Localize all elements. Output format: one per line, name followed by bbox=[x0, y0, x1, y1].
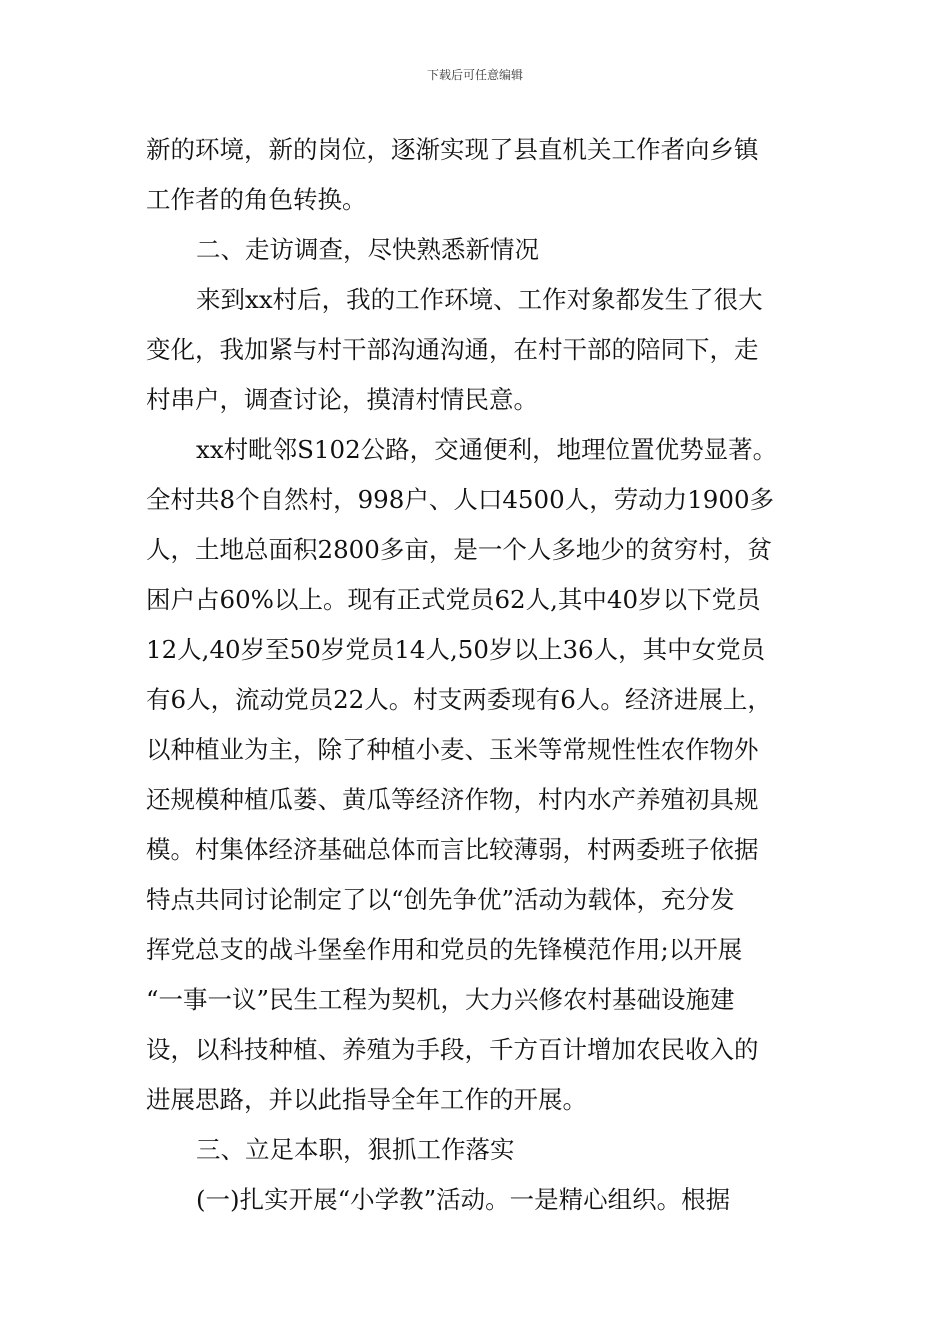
section-heading: 二、走访调查，尽快熟悉新情况 bbox=[196, 235, 539, 264]
text-line: 以种植业为主，除了种植小麦、玉米等常规性性农作物外 bbox=[146, 735, 759, 764]
text-line: 新的环境，新的岗位，逐渐实现了县直机关工作者向乡镇 bbox=[146, 135, 759, 164]
text-line: 工作者的角色转换。 bbox=[146, 185, 367, 214]
text-line: 模。村集体经济基础总体而言比较薄弱，村两委班子依据 bbox=[146, 835, 759, 864]
text-line: xx村毗邻S102公路，交通便利，地理位置优势显著。 bbox=[196, 435, 778, 464]
text-line: “一事一议”民生工程为契机，大力兴修农村基础设施建 bbox=[146, 985, 735, 1014]
text-line: 挥党总支的战斗堡垒作用和党员的先锋模范作用;以开展 bbox=[146, 935, 743, 964]
text-line: 有6人，流动党员22人。村支两委现有6人。经济进展上， bbox=[146, 685, 772, 714]
text-line: 困户占60%以上。现有正式党员62人,其中40岁以下党员 bbox=[146, 585, 761, 614]
text-line: (一)扎实开展“小学教”活动。一是精心组织。根据 bbox=[196, 1185, 731, 1214]
text-line: 12人,40岁至50岁党员14人,50岁以上36人，其中女党员 bbox=[146, 635, 766, 664]
text-line: 村串户，调查讨论，摸清村情民意。 bbox=[146, 385, 538, 414]
page-header: 下载后可任意编辑 bbox=[426, 68, 523, 82]
text-line: 全村共8个自然村，998户、人口4500人，劳动力1900多 bbox=[146, 485, 775, 514]
text-line: 进展思路，并以此指导全年工作的开展。 bbox=[146, 1085, 587, 1114]
text-line: 变化，我加紧与村干部沟通沟通，在村干部的陪同下，走 bbox=[146, 335, 759, 364]
text-line: 特点共同讨论制定了以“创先争优”活动为载体，充分发 bbox=[146, 885, 735, 914]
text-line: 来到xx村后，我的工作环境、工作对象都发生了很大 bbox=[196, 285, 763, 314]
text-line: 还规模种植瓜蒌、黄瓜等经济作物，村内水产养殖初具规 bbox=[146, 785, 759, 814]
text-line: 人，土地总面积2800多亩，是一个人多地少的贫穷村，贫 bbox=[146, 535, 772, 564]
section-heading: 三、立足本职，狠抓工作落实 bbox=[196, 1135, 515, 1164]
text-line: 设，以科技种植、养殖为手段，千方百计增加农民收入的 bbox=[146, 1035, 759, 1064]
